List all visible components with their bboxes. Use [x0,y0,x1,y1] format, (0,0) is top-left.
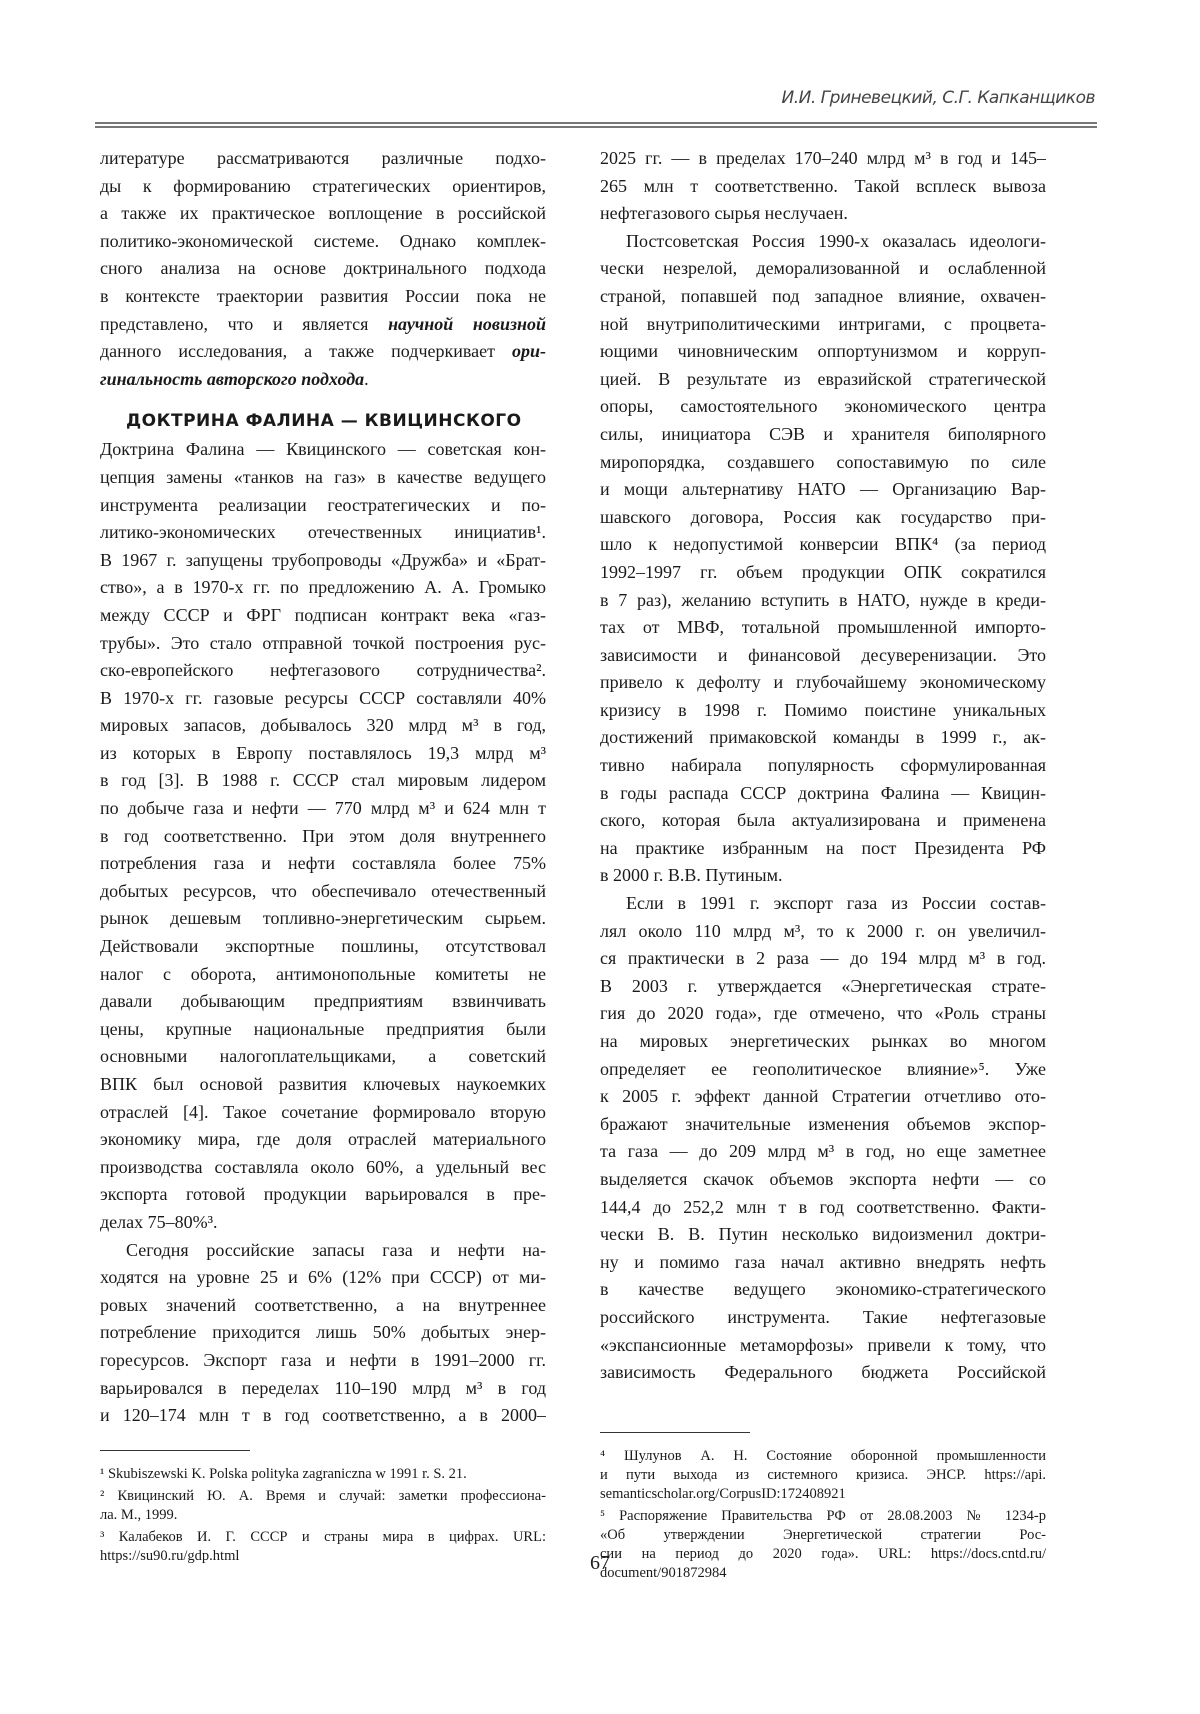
text-line [600,697,1046,725]
text-segment: Если в 1991 г. экспорт газа из России состав- [626,893,1046,913]
text-line [100,685,546,713]
text-segment: в контексте траектории развития России пока не [100,286,546,306]
text-line [100,1071,546,1099]
text-segment: из которых в Европу поставлялось 19,3 млрд м³ [100,743,546,763]
footnote-line: ла. М., 1999. [100,1506,546,1525]
text-segment: определяет ее геополитическое влияние»⁵. Уже [600,1059,1046,1079]
text-line [100,905,546,933]
text-line [100,630,546,658]
footnote-line: ² Квицинский Ю. А. Время и случай: заметки профессиона- [100,1487,546,1506]
text-segment: ровых значений соответственно, а на внутреннее [100,1295,546,1315]
text-segment: горесурсов. Экспорт газа и нефти в 1991–2000 гг. [100,1350,546,1370]
text-segment: а также их практическое воплощение в российской [100,203,546,223]
emphasis-text: научной новизной [388,314,546,334]
text-line [600,421,1046,449]
text-line [100,200,546,228]
text-segment: данного исследования, а также подчеркивает [100,341,512,361]
text-line [600,642,1046,670]
text-line [100,1154,546,1182]
text-line [100,878,546,906]
text-segment: между СССР и ФРГ подписан контракт века «газ- [100,605,546,625]
text-segment: основными налогоплательщиками, а советский [100,1046,546,1066]
emphasis-text: гинальность авторского подхода [100,369,364,389]
footnote-line: ⁵ Распоряжение Правительства РФ от 28.08.2003 № 1234-р [600,1507,1046,1526]
text-line [100,740,546,768]
text-segment: зависимости и финансовой десуверенизации. Это [600,645,1046,665]
text-segment: выделяется скачок объемов экспорта нефти — со [600,1169,1046,1189]
footnote-line: «Об утверждении Энергетической стратегии Рос- [600,1526,1046,1545]
header-rule [95,122,1097,128]
text-line [100,767,546,795]
text-line [100,436,546,464]
text-segment: 1992–1997 гг. объем продукции ОПК сократился [600,562,1046,582]
text-line [600,559,1046,587]
text-segment: и 120–174 млн т в год соответственно, а в 2000– [100,1405,546,1425]
text-segment: 144,4 до 252,2 млн т в год соответственно. Факти- [600,1197,1046,1217]
text-segment: сного анализа на основе доктринального подхода [100,258,546,278]
text-line [600,945,1046,973]
text-segment: чески В. В. Путин несколько видоизменил доктри- [600,1224,1046,1244]
paragraph [100,1237,546,1430]
text-segment: в 2000 г. В.В. Путиным. [600,865,782,885]
left-column [100,145,546,1430]
text-line [100,1292,546,1320]
text-segment: ся практически в 2 раза — до 194 млрд м³ в год. [600,948,1046,968]
paragraph [600,228,1046,890]
text-segment: чески незрелой, деморализованной и ослабленной [600,258,1046,278]
text-line [100,657,546,685]
text-segment: Постсоветская Россия 1990-х оказалась идеологи- [626,231,1046,251]
text-line [100,795,546,823]
text-line [600,780,1046,808]
text-segment: Сегодня российские запасы газа и нефти на- [126,1240,546,1260]
text-segment: на мировых энергетических рынках во многом [600,1031,1046,1051]
text-line [600,890,1046,918]
text-segment: трубы». Это стало отправной точкой построения рус- [100,633,546,653]
text-line [100,173,546,201]
text-line [100,1016,546,1044]
text-segment: опоры, самостоятельного экономического центра [600,396,1046,416]
text-segment: ВПК был основой развития ключевых наукоемких [100,1074,546,1094]
text-line [100,850,546,878]
paragraph [600,145,1046,228]
text-line [600,724,1046,752]
text-segment: к 2005 г. эффект данной Стратегии отчетливо ото- [600,1086,1046,1106]
text-line [100,1181,546,1209]
text-segment: бражают значительные изменения объемов экспор- [600,1114,1046,1134]
text-line [600,614,1046,642]
text-segment: В 2003 г. утверждается «Энергетическая страте- [600,976,1046,996]
text-line [600,1056,1046,1084]
text-line [100,961,546,989]
text-line [100,311,546,339]
text-segment: цией. В результате из евразийской стратегической [600,369,1046,389]
text-line [600,669,1046,697]
text-segment: представлено, что и является [100,314,388,334]
text-segment: миропорядка, создавшего сопоставимую по силе [600,452,1046,472]
footnote [100,1465,546,1484]
text-segment: российского инструмента. Такие нефтегазовые [600,1307,1046,1327]
footnote-line: semanticscholar.org/CorpusID:172408921 [600,1485,1046,1504]
text-segment: мировых запасов, добывалось 320 млрд м³ в год, [100,715,546,735]
text-segment: в качестве ведущего экономико-стратегического [600,1279,1046,1299]
running-header-authors: И.И. Гриневецкий, С.Г. Капканщиков [95,88,1095,108]
text-segment: цены, крупные национальные предприятия были [100,1019,546,1039]
text-segment: в годы распада СССР доктрина Фалина — Квицин- [600,783,1046,803]
text-line [600,1028,1046,1056]
text-segment: по добыче газа и нефти — 770 млрд м³ и 624 млн т [100,798,546,818]
text-segment: та газа — до 209 млрд м³ в год, но еще заметнее [600,1141,1046,1161]
text-segment: 265 млн т соответственно. Такой всплеск вывоза [600,176,1046,196]
text-segment: давали добывающим предприятиям взвинчивать [100,991,546,1011]
text-segment: шло к недопустимой конверсии ВПК⁴ (за период [600,534,1046,554]
text-line [100,602,546,630]
text-segment: ющими чиновническим оппортунизмом и корруп- [600,341,1046,361]
text-segment: привело к дефолту и глубочайшему экономическому [600,672,1046,692]
text-segment: инструмента реализации геостратегических и по- [100,495,546,515]
text-line [100,492,546,520]
text-line [100,519,546,547]
text-line [100,283,546,311]
text-line [100,712,546,740]
text-line [600,862,1046,890]
text-segment: цепция замены «танков на газ» в качестве ведущего [100,467,546,487]
text-line [600,1138,1046,1166]
text-segment: политико-экономической системе. Однако комплек- [100,231,546,251]
text-line [600,1166,1046,1194]
footnote [100,1487,546,1525]
text-segment: тах от МВФ, тотальной промышленной импорто- [600,617,1046,637]
text-line [600,1249,1046,1277]
text-segment: ство», а в 1970-х гг. по предложению А. А. Громыко [100,577,546,597]
footnote-separator [100,1450,250,1451]
footnote-separator [600,1432,750,1433]
text-segment: «экспансионные метаморфозы» привели к тому, что [600,1335,1046,1355]
text-line [600,255,1046,283]
text-segment: гия до 2020 года», где отмечено, что «Роль страны [600,1003,1046,1023]
text-segment: ной внутриполитическими интригами, с процвета- [600,314,1046,334]
footnote-line: сии на период до 2020 года». URL: https://docs.cntd.ru/ [600,1545,1046,1564]
text-line [600,449,1046,477]
text-segment: страной, попавшей под западное влияние, охвачен- [600,286,1046,306]
text-line [600,145,1046,173]
text-line [100,1375,546,1403]
text-segment: тивно набирала популярность сформулированная [600,755,1046,775]
text-line [600,366,1046,394]
text-line [100,1347,546,1375]
footnote-line: ¹ Skubiszewski K. Polska polityka zagraniczna w 1991 r. S. 21. [100,1465,546,1484]
text-line [100,1126,546,1154]
text-line [600,393,1046,421]
text-line [600,1359,1046,1387]
text-segment: отраслей [4]. Такое сочетание формировало вторую [100,1102,546,1122]
text-segment: ды к формированию стратегических ориентиров, [100,176,546,196]
footnotes-left [100,1438,546,1569]
text-segment: ско-европейского нефтегазового сотрудничества². [100,660,546,680]
text-segment: производства составляла около 60%, а удельный вес [100,1157,546,1177]
text-segment: В 1967 г. запущены трубопроводы «Дружба» и «Брат- [100,550,546,570]
text-segment: экспорта готовой продукции варьировался в пре- [100,1184,546,1204]
text-line [600,338,1046,366]
footnote-line: и пути выхода из системного кризиса. ЭНСР. https://api. [600,1466,1046,1485]
text-segment: кризису в 1998 г. Помимо поистине уникальных [600,700,1046,720]
text-line [100,255,546,283]
text-line [600,973,1046,1001]
footnote-line: document/901872984 [600,1564,1046,1583]
text-line [100,1319,546,1347]
text-segment: силы, инициатора СЭВ и хранителя биполярного [600,424,1046,444]
text-segment: делах 75–80%³. [100,1212,218,1232]
footnote-line: ³ Калабеков И. Г. СССР и страны мира в цифрах. URL: [100,1528,546,1547]
text-segment: литико-экономических отечественных инициатив¹. [100,522,546,542]
footnote-line: https://su90.ru/gdp.html [100,1547,546,1566]
text-line [100,823,546,851]
text-line [600,1111,1046,1139]
text-segment: на практике избранным на пост Президента РФ [600,838,1046,858]
text-line [600,1194,1046,1222]
text-segment: ского, которая была актуализирована и применена [600,810,1046,830]
text-line [100,1402,546,1430]
text-segment: Действовали экспортные пошлины, отсутствовал [100,936,546,956]
text-line [100,1264,546,1292]
text-line [600,752,1046,780]
paragraph [100,145,546,393]
text-line [100,1043,546,1071]
text-segment: нефтегазового сырья неслучаен. [600,203,848,223]
text-segment: Доктрина Фалина — Квицинского — советская кон- [100,439,546,459]
text-line [600,1000,1046,1028]
text-segment: достижений примаковской команды в 1999 г., ак- [600,727,1046,747]
text-segment: 2025 гг. — в пределах 170–240 млрд м³ в год и 145– [600,148,1046,168]
text-segment: лял около 110 млрд м³, то к 2000 г. он увеличил- [600,921,1046,941]
text-line [600,173,1046,201]
text-segment: рынок дешевым топливно-энергетическим сырьем. [100,908,546,928]
text-line [600,531,1046,559]
text-line [100,338,546,366]
text-segment: налог с оборота, антимонопольные комитеты не [100,964,546,984]
text-line [100,1099,546,1127]
text-segment: ходятся на уровне 25 и 6% (12% при СССР) от ми- [100,1267,546,1287]
text-segment: экономику мира, где доля отраслей материального [100,1129,546,1149]
text-segment: ну и помимо газа начал активно внедрять нефть [600,1252,1046,1272]
text-line [100,933,546,961]
text-line [600,918,1046,946]
section-heading: ДОКТРИНА ФАЛИНА — КВИЦИНСКОГО [100,406,546,436]
text-line [600,1083,1046,1111]
text-line [600,1276,1046,1304]
text-line [100,366,546,394]
text-line [600,200,1046,228]
text-line [600,587,1046,615]
text-segment: в год [3]. В 1988 г. СССР стал мировым лидером [100,770,546,790]
text-segment: в 7 раз), желанию вступить в НАТО, нужде в креди- [600,590,1046,610]
emphasis-text: ори- [512,341,546,361]
text-line [600,283,1046,311]
text-segment: потребление приходится лишь 50% добытых энер- [100,1322,546,1342]
text-line [600,311,1046,339]
text-segment: потребления газа и нефти составляла более 75% [100,853,546,873]
text-line [100,574,546,602]
text-line [100,1237,546,1265]
text-line [600,807,1046,835]
text-segment: в год соответственно. При этом доля внутреннего [100,826,546,846]
paragraph [100,436,546,1236]
text-line [600,835,1046,863]
footnote [600,1447,1046,1504]
paragraph [600,890,1046,1387]
text-line [600,1221,1046,1249]
text-line [600,504,1046,532]
text-segment: зависимость Федерального бюджета Российской [600,1362,1046,1382]
text-line [600,1332,1046,1360]
page-number: 67 [0,1552,1200,1575]
text-segment: . [364,369,369,389]
text-line [100,464,546,492]
text-line [600,476,1046,504]
text-line [100,547,546,575]
text-line [100,1209,546,1237]
right-column [600,145,1046,1387]
text-segment: и мощи альтернативу НАТО — Организацию Вар- [600,479,1046,499]
text-line [100,988,546,1016]
text-line [600,1304,1046,1332]
text-line [100,145,546,173]
text-line [600,228,1046,256]
text-segment: варьировался в переделах 110–190 млрд м³ в год [100,1378,546,1398]
text-segment: литературе рассматриваются различные подхо- [100,148,546,168]
text-segment: В 1970-х гг. газовые ресурсы СССР составляли 40% [100,688,546,708]
footnote-line: ⁴ Шулунов А. Н. Состояние оборонной промышленности [600,1447,1046,1466]
text-segment: добытых ресурсов, что обеспечивало отечественный [100,881,546,901]
text-segment: шавского договора, Россия как государство при- [600,507,1046,527]
text-line [100,228,546,256]
